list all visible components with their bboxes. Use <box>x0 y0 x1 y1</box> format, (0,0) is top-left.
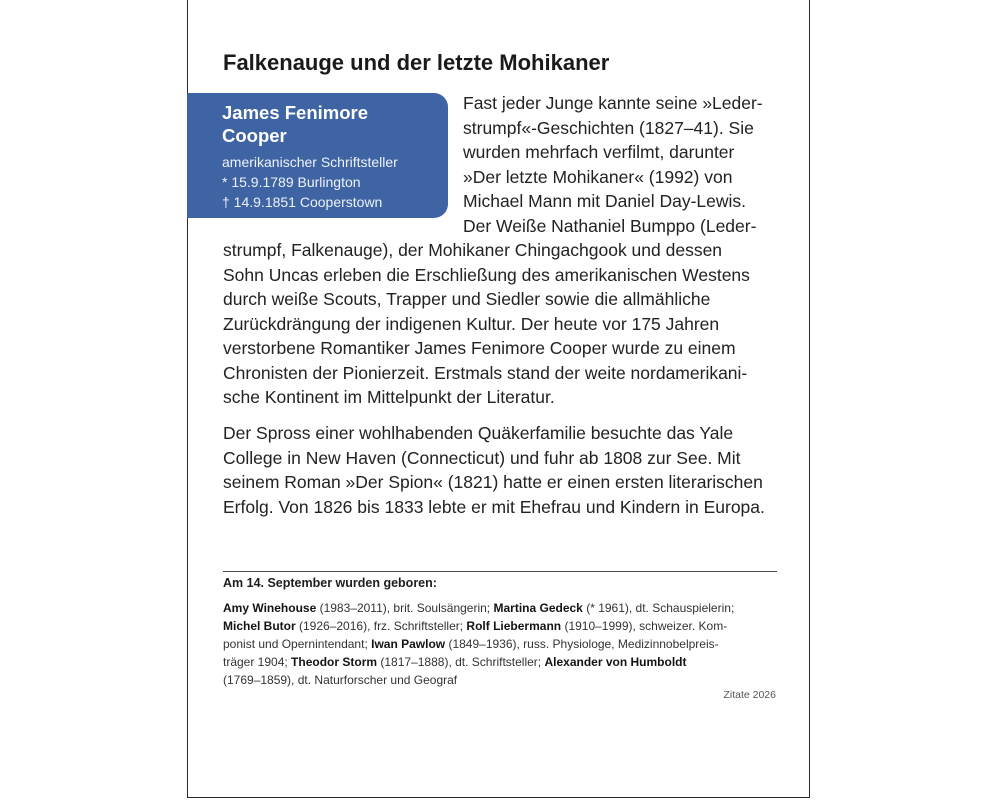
text-line: Fast jeder Junge kannte seine »Leder- <box>463 93 763 113</box>
births-list <box>223 599 734 689</box>
births-heading: Am 14. September wurden geboren: <box>223 576 437 590</box>
person-info: ponist und Opernintendant; <box>223 637 372 651</box>
article-paragraph-1-side <box>463 91 763 238</box>
author-death: † 14.9.1851 Cooperstown <box>222 194 383 210</box>
person-info: (1849–1936), russ. Physiologe, Medizinnobelpreis- <box>445 637 719 651</box>
births-line <box>223 671 734 689</box>
text-line: Zurückdrängung der indigenen Kultur. Der heute vor 175 Jahren <box>223 313 720 334</box>
text-line: verstorbene Romantiker James Fenimore Cooper wurde zu einem <box>223 338 736 358</box>
article-paragraph-2 <box>223 421 765 519</box>
author-details <box>222 152 398 212</box>
text-line: College in New Haven (Connecticut) und fuhr ab 1808 zur See. Mit <box>223 447 741 468</box>
author-profession: amerikanischer Schriftsteller <box>222 154 398 170</box>
person-name: Michel Butor <box>223 619 296 633</box>
article-paragraph-1-full <box>223 238 750 410</box>
births-line <box>223 635 734 653</box>
person-info: (1769–1859), dt. Naturforscher und Geograf <box>223 673 458 687</box>
article-title: Falkenauge und der letzte Mohikaner <box>223 50 610 75</box>
births-line <box>223 599 734 617</box>
text-line: durch weiße Scouts, Trapper und Siedler sowie die allmähliche <box>223 289 711 309</box>
calendar-page <box>187 0 810 798</box>
text-line: wurden mehrfach verfilmt, darunter <box>463 142 735 162</box>
text-line: Der Weiße Nathaniel Bumppo (Leder- <box>463 215 757 236</box>
author-name: James Fenimore Cooper <box>222 102 369 146</box>
person-name: Iwan Pawlow <box>371 637 446 651</box>
section-divider <box>223 571 777 572</box>
person-info: (1910–1999), schweizer. Kom- <box>561 619 728 633</box>
person-name: Theodor Storm <box>291 655 378 669</box>
author-info-box <box>187 93 448 218</box>
person-info: (1983–2011), brit. Soulsängerin; <box>316 601 494 615</box>
text-line: seinem Roman »Der Spion« (1821) hatte er einen ersten literarischen <box>223 472 763 492</box>
text-line: Der Spross einer wohlhabenden Quäkerfamilie besuchte das Yale <box>223 423 734 443</box>
text-line: Michael Mann mit Daniel Day-Lewis. <box>463 191 747 211</box>
text-line: Sohn Uncas erleben die Erschließung des amerikanischen Westens <box>223 264 750 285</box>
person-name: Alexander von Humboldt <box>544 655 687 669</box>
text-line: strumpf«-Geschichten (1827–41). Sie <box>463 117 754 138</box>
person-info: (1817–1888), dt. Schriftsteller; <box>377 655 545 669</box>
person-info: träger 1904; <box>223 655 292 669</box>
births-line <box>223 653 734 671</box>
text-line: Erfolg. Von 1826 bis 1833 lebte er mit Ehefrau und Kindern in Europa. <box>223 496 765 517</box>
births-line <box>223 617 734 635</box>
author-birth: * 15.9.1789 Burlington <box>222 174 361 190</box>
person-name: Martina Gedeck <box>493 601 583 615</box>
footer-publication: Zitate 2026 <box>723 689 776 701</box>
person-name: Amy Winehouse <box>223 601 317 615</box>
text-line: sche Kontinent im Mittelpunkt der Literatur. <box>223 387 555 407</box>
person-info: (1926–2016), frz. Schriftsteller; <box>295 619 467 633</box>
text-line: Chronisten der Pionierzeit. Erstmals stand der weite nordamerikani- <box>223 362 748 383</box>
person-name: Rolf Liebermann <box>466 619 562 633</box>
text-line: strumpf, Falkenauge), der Mohikaner Chingachgook und dessen <box>223 240 723 260</box>
person-info: (* 1961), dt. Schauspielerin; <box>582 601 735 615</box>
text-line: »Der letzte Mohikaner« (1992) von <box>463 166 733 187</box>
